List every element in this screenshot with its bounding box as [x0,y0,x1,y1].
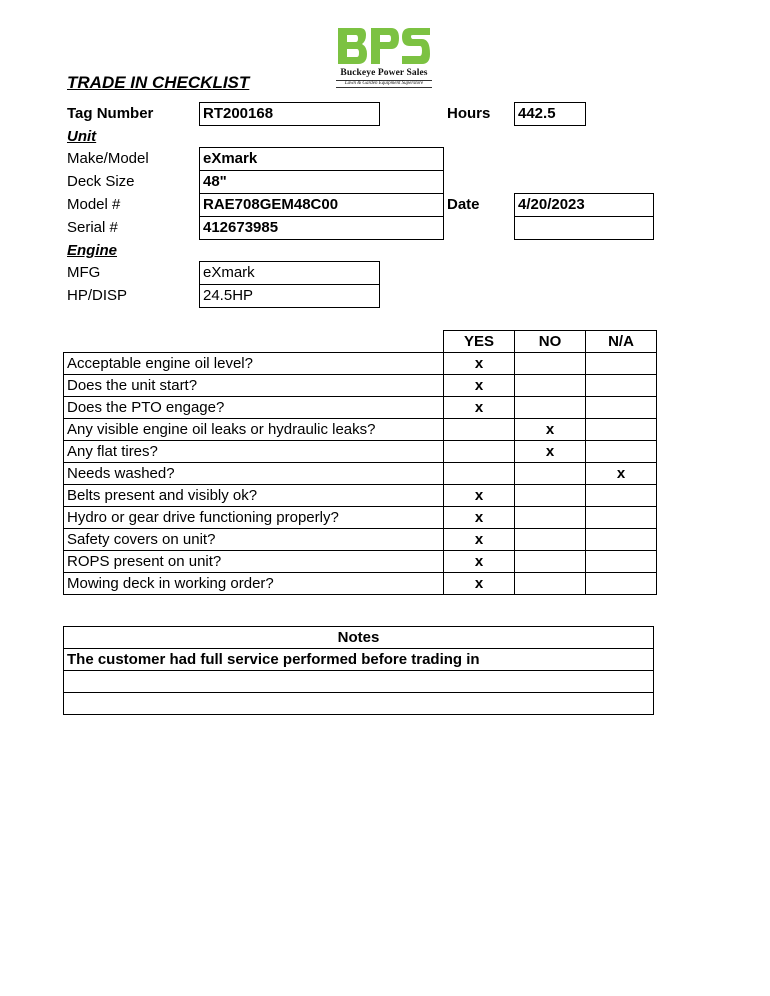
header-yes: YES [444,331,515,353]
yes-cell: x [444,353,515,375]
checklist-row [64,529,657,551]
na-cell [586,485,657,507]
tag-number-value: RT200168 [199,102,380,126]
model-number-value: RAE708GEM48C00 [199,193,444,217]
yes-cell [444,441,515,463]
bps-logo [336,26,432,88]
no-cell [515,551,586,573]
na-cell [586,419,657,441]
mfg-label: MFG [67,264,101,281]
model-number-label: Model # [67,196,121,213]
deck-size-value: 48" [199,170,444,194]
notes-heading: Notes [64,627,654,649]
no-cell [515,353,586,375]
checklist-row [64,573,657,595]
notes-line: The customer had full service performed before trading in [64,649,654,671]
question: Safety covers on unit? [64,529,444,551]
hp-disp-label: HP/DISP [67,287,128,304]
header-no: NO [515,331,586,353]
na-cell [586,573,657,595]
hours-label: Hours [447,105,491,122]
checklist-row [64,485,657,507]
checklist-row [64,463,657,485]
checklist-row [64,551,657,573]
question: Any flat tires? [64,441,444,463]
serial-number-label: Serial # [67,219,118,236]
no-cell [515,463,586,485]
na-cell [586,507,657,529]
date-blank-cell [514,216,654,240]
na-cell [586,397,657,419]
no-cell [515,485,586,507]
question: Mowing deck in working order? [64,573,444,595]
hours-value: 442.5 [514,102,586,126]
no-cell [515,507,586,529]
na-cell [586,551,657,573]
question: Any visible engine oil leaks or hydraulic leaks? [64,419,444,441]
yes-cell: x [444,573,515,595]
date-label: Date [447,196,480,213]
notes-table [63,626,654,715]
mfg-value: eXmark [199,261,380,285]
no-cell [515,375,586,397]
question: Belts present and visibly ok? [64,485,444,507]
checklist-header-row [64,331,657,353]
logo-company-name: Buckeye Power Sales [340,68,428,78]
no-cell [515,529,586,551]
deck-size-label: Deck Size [67,173,135,190]
no-cell: x [515,441,586,463]
date-value: 4/20/2023 [514,193,654,217]
checklist-row [64,419,657,441]
yes-cell: x [444,551,515,573]
yes-cell: x [444,375,515,397]
checklist-row [64,441,657,463]
page-title: TRADE IN CHECKLIST [67,73,250,92]
notes-line [64,693,654,715]
yes-cell: x [444,507,515,529]
engine-heading: Engine [67,242,118,259]
na-cell: x [586,463,657,485]
question: Acceptable engine oil level? [64,353,444,375]
yes-cell: x [444,485,515,507]
unit-heading: Unit [67,128,97,145]
question: Hydro or gear drive functioning properly? [64,507,444,529]
bps-logo-letters [336,26,432,66]
no-cell: x [515,419,586,441]
yes-cell: x [444,529,515,551]
serial-number-value: 412673985 [199,216,444,240]
tag-number-label: Tag Number [67,105,154,122]
yes-cell [444,419,515,441]
question: ROPS present on unit? [64,551,444,573]
make-model-label: Make/Model [67,150,149,167]
notes-line [64,671,654,693]
question: Needs washed? [64,463,444,485]
na-cell [586,375,657,397]
no-cell [515,573,586,595]
na-cell [586,353,657,375]
hp-disp-value: 24.5HP [199,284,380,308]
checklist-row [64,375,657,397]
na-cell [586,529,657,551]
question: Does the PTO engage? [64,397,444,419]
question: Does the unit start? [64,375,444,397]
header-na: N/A [586,331,657,353]
yes-cell [444,463,515,485]
na-cell [586,441,657,463]
checklist-row [64,507,657,529]
logo-tagline: Lawn & Garden Equipment Superstore [336,80,432,88]
make-model-value: eXmark [199,147,444,171]
yes-cell: x [444,397,515,419]
checklist-row [64,353,657,375]
no-cell [515,397,586,419]
checklist-row [64,397,657,419]
checklist-table [63,330,657,595]
